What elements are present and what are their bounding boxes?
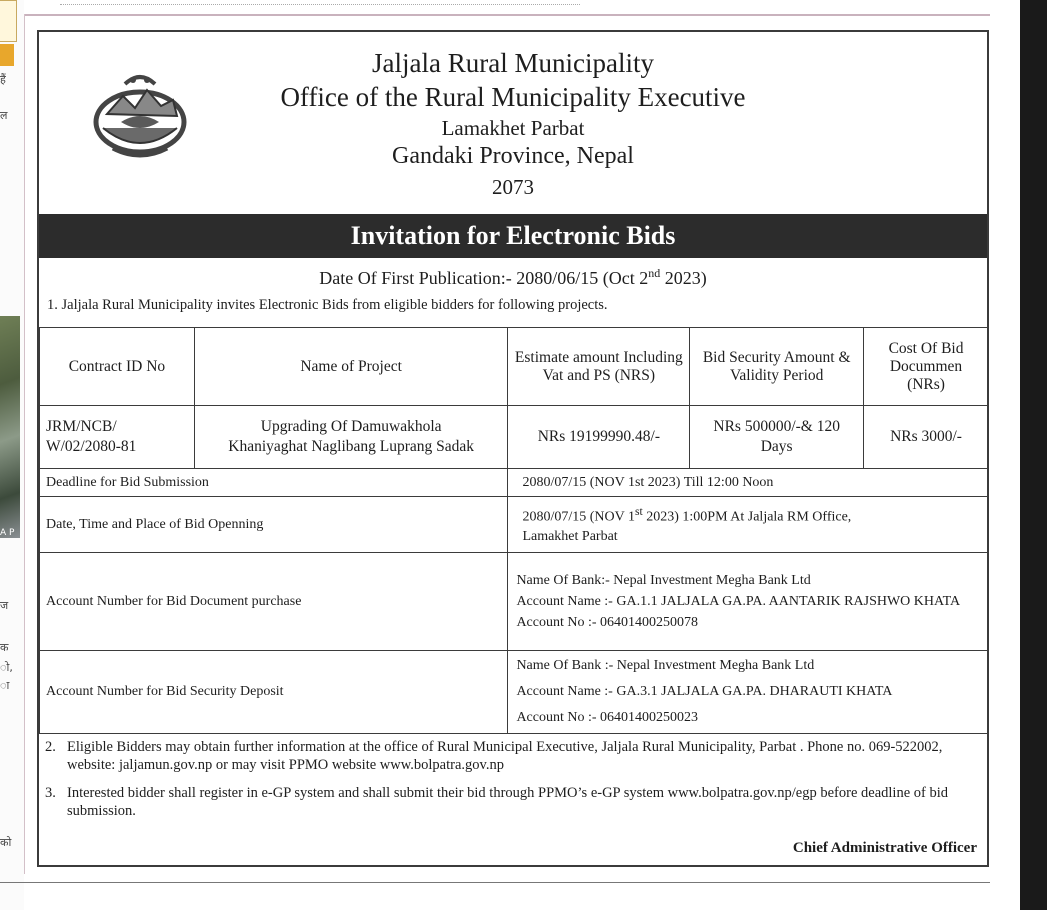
clipped-tab	[0, 44, 14, 66]
intro-text: 1. Jaljala Rural Municipality invites Electronic Bids from eligible bidders for following projects.	[47, 297, 608, 313]
deadline-label: Deadline for Bid Submission	[40, 469, 508, 497]
header-contract-id: Contract ID No	[40, 328, 195, 406]
clipped-text-line	[60, 0, 580, 5]
opening-sup: st	[634, 504, 643, 518]
security-bank-name: Name Of Bank :- Nepal Investment Megha Bank Ltd	[516, 658, 815, 673]
contract-id-line: JRM/NCB/	[46, 418, 117, 435]
bottom-rule	[0, 882, 990, 883]
security-account-value	[508, 651, 989, 734]
note-item	[45, 784, 980, 820]
deadline-value: 2080/07/15 (NOV 1st 2023) Till 12:00 Noon	[508, 469, 989, 497]
publication-date-tail: 2023)	[660, 268, 707, 288]
margin-text: हैं	[0, 73, 6, 86]
signoff: Chief Administrative Officer	[792, 840, 977, 856]
column-rule	[24, 14, 25, 874]
security-cell	[690, 406, 864, 469]
margin-text: ल	[0, 109, 8, 122]
note-number: 3.	[45, 785, 56, 801]
note-text: Eligible Bidders may obtain further information at the office of Rural Municipal Executive, Jaljala Rural Municipality, Parbat . Phone no. 069-522002, website: jaljamun.gov.np or may visit PPMO website www.bolpatra.gov.np	[67, 739, 943, 773]
doc-account-value	[508, 553, 989, 651]
notes	[45, 738, 980, 830]
opening-date: 2080/07/15 (NOV 1	[522, 509, 635, 525]
margin-text: को	[0, 836, 12, 849]
note-text: Interested bidder shall register in e-GP system and shall submit their bid through PPMO’s e-GP system www.bolpatra.gov.np/egp before deadline of bid submission.	[67, 785, 948, 819]
opening-row	[40, 497, 989, 553]
margin-text: ा	[0, 679, 10, 692]
contract-id-line: W/02/2080-81	[46, 438, 137, 455]
security-account-number: Account No :- 06401400250023	[516, 710, 699, 725]
table-header-row	[40, 328, 989, 406]
project-line: Khaniyaghat Naglibang Luprang Sadak	[228, 438, 475, 455]
margin-text: क	[0, 641, 9, 654]
security-account-name: Account Name :- GA.3.1 JALJALA GA.PA. DHARAUTI KHATA	[516, 684, 893, 699]
clipped-box	[0, 0, 17, 42]
publication-date	[39, 266, 987, 289]
top-rule	[24, 14, 990, 16]
cost-cell: NRs 3000/-	[864, 406, 989, 469]
opening-label: Date, Time and Place of Bid Openning	[40, 497, 508, 553]
doc-account-label: Account Number for Bid Document purchase	[40, 553, 508, 651]
bid-notice	[37, 30, 989, 867]
note-item	[45, 738, 980, 774]
security-account-label: Account Number for Bid Security Deposit	[40, 651, 508, 734]
publication-date-label: Date Of First Publication:- 2080/06/15 (Oct 2	[319, 268, 649, 288]
office-location: Lamakhet Parbat	[441, 116, 585, 140]
deadline-row	[40, 469, 989, 497]
estimate-cell: NRs 19199990.48/-	[508, 406, 690, 469]
header-security: Bid Security Amount & Validity Period	[690, 328, 864, 406]
office-name: Office of the Rural Municipality Executive	[280, 82, 746, 112]
project-line: Upgrading Of Damuwakhola	[260, 418, 442, 435]
margin-text: ो,	[0, 661, 13, 674]
doc-bank-name: Name Of Bank:- Nepal Investment Megha Bank Ltd	[516, 573, 811, 588]
right-edge	[1020, 0, 1047, 910]
publication-date-sup: nd	[648, 266, 661, 280]
clipped-photo	[0, 316, 20, 538]
notice-header	[39, 32, 987, 212]
doc-account-name: Account Name :- GA.1.1 JALJALA GA.PA. AANTARIK RAJSHWO KHATA	[516, 594, 961, 609]
province-name: Gandaki Province, Nepal	[392, 143, 634, 169]
doc-account-row	[40, 553, 989, 651]
contract-id-cell	[40, 406, 195, 469]
security-line: Days	[760, 438, 793, 455]
opening-time-place: 2023) 1:00PM At Jaljala RM Office,	[642, 509, 852, 525]
header-estimate: Estimate amount Including Vat and PS (NRS)	[508, 328, 690, 406]
opening-value	[508, 497, 989, 553]
header-project: Name of Project	[194, 328, 508, 406]
table-row	[40, 406, 989, 469]
margin-text: ज	[0, 599, 9, 612]
established-year: 2073	[492, 175, 534, 199]
header-cost: Cost Of Bid Docummen (NRs)	[864, 328, 989, 406]
margin-text: A P	[0, 528, 15, 538]
project-cell	[194, 406, 508, 469]
note-number: 2.	[45, 739, 56, 755]
bid-table	[39, 327, 989, 734]
notice-title: Invitation for Electronic Bids	[39, 214, 987, 258]
security-line: NRs 500000/-& 120	[713, 418, 840, 435]
municipality-name: Jaljala Rural Municipality	[372, 48, 654, 78]
doc-account-number: Account No :- 06401400250078	[516, 615, 699, 630]
opening-place: Lamakhet Parbat	[522, 529, 618, 545]
security-account-row	[40, 651, 989, 734]
